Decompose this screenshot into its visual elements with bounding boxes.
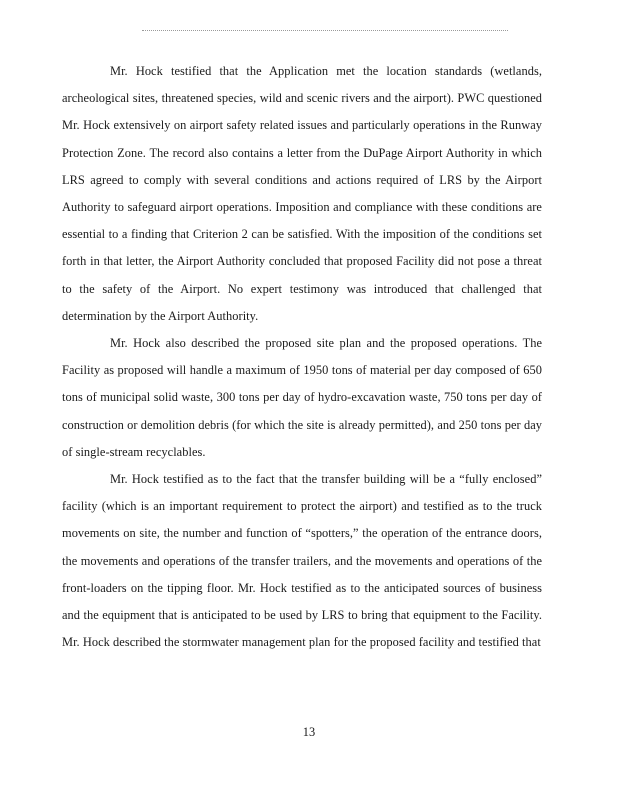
paragraph-site-operations: Mr. Hock also described the proposed site plan and the proposed operations. The Facility as proposed will handle a maximum of 1950 tons of material per day composed of 650 tons of municipal solid waste, 300 tons per day of hydro-excavation waste, 750 tons per day of construction or demolition debris (for which the site is already permitted), and 250 tons per day of single-stream recyclables. <box>62 336 542 459</box>
header-rule <box>142 30 508 31</box>
paragraph-airport-safety: Mr. Hock testified that the Application met the location standards (wetlands, archeological sites, threatened species, wild and scenic rivers and the airport). PWC questioned Mr. Hock extensively on airport safety related issues and particularly operations in the Runway Protection Zone. The record also contains a letter from the DuPage Airport Authority in which LRS agreed to comply with several conditions and actions required of LRS by the Airport Authority to safeguard airport operations. Imposition and compliance with these conditions are essential to a finding that Criterion 2 can be satisfied. With the imposition of the conditions set forth in that letter, the Airport Authority concluded that proposed Facility did not pose a threat to the safety of the Airport. No expert testimony was introduced that challenged that determination by the Airport Authority. <box>62 64 542 323</box>
page-number: 13 <box>302 725 316 739</box>
paragraph-transfer-building: Mr. Hock testified as to the fact that the transfer building will be a “fully enclosed” facility (which is an important requirement to protect the airport) and testified as to the truck movements on site, the number and function of “spotters,” the operation of the entrance doors, the movements and operations of the transfer trailers, and the movements and operations of the front-loaders on the tipping floor. Mr. Hock testified as to the anticipated sources of business and the equipment that is anticipated to be used by LRS to bring that equipment to the Facility. Mr. Hock described the stormwater management plan for the proposed facility and testified that <box>62 472 542 650</box>
body-text <box>62 58 542 656</box>
